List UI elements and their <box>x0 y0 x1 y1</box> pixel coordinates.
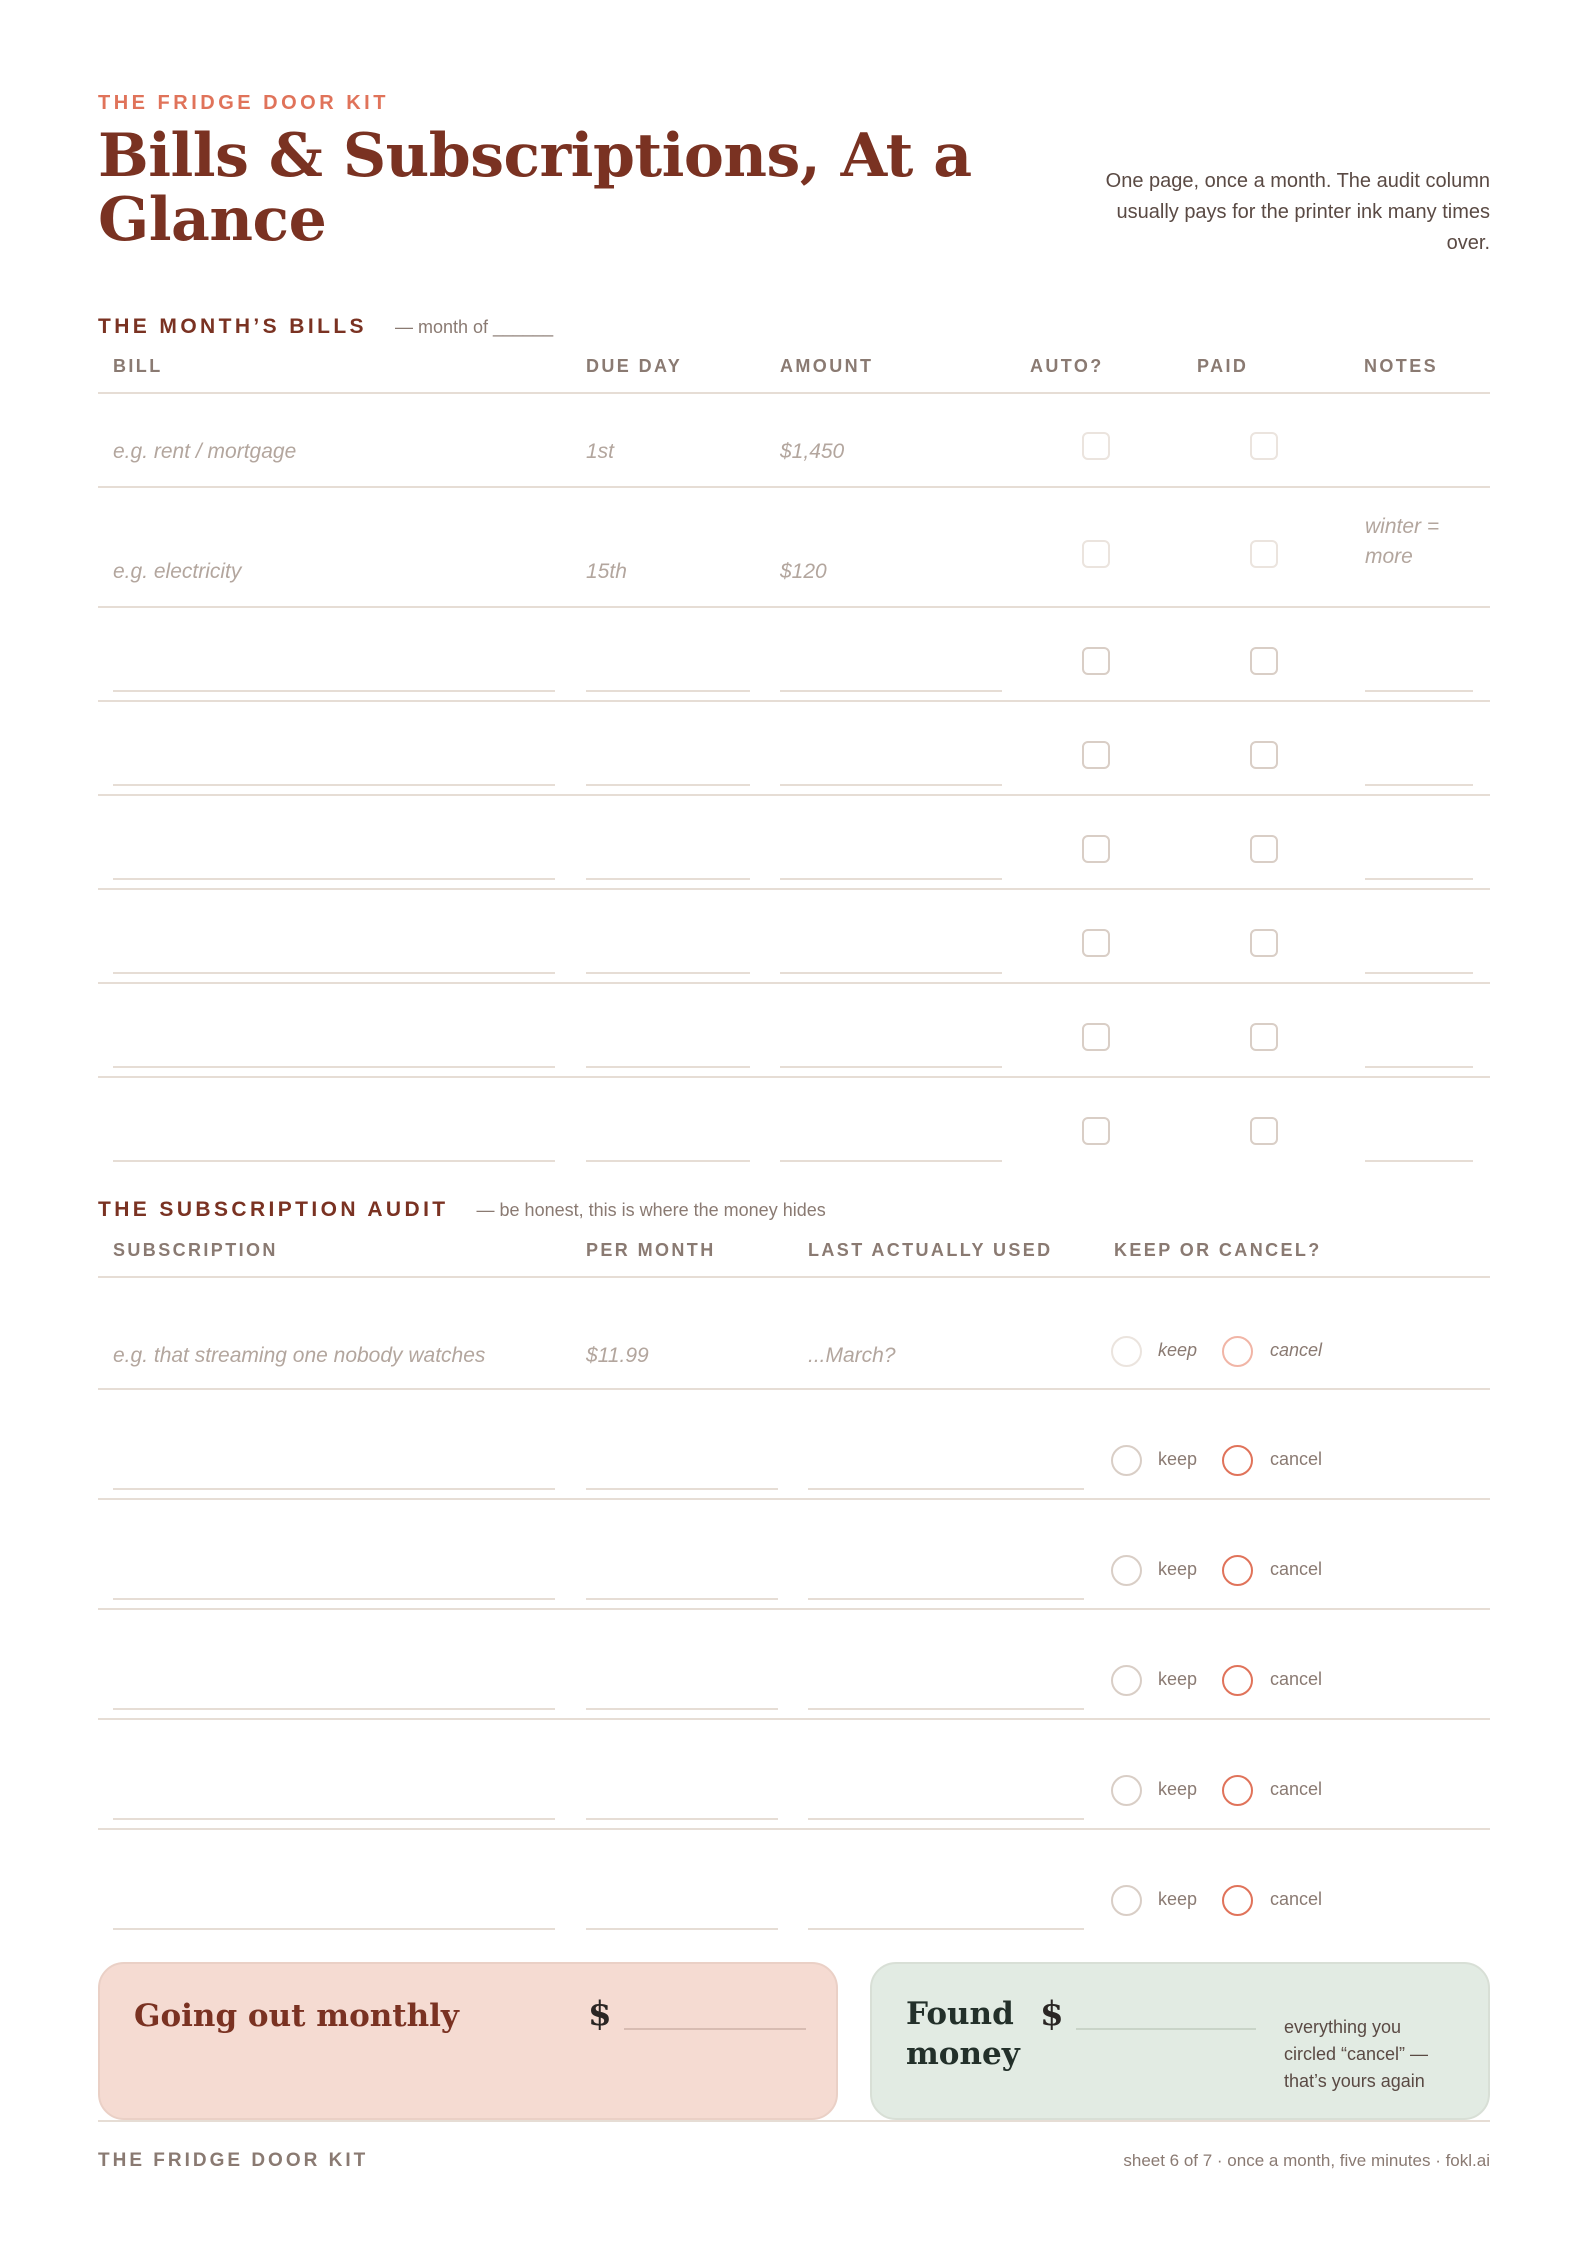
per-month-field[interactable] <box>586 1928 778 1930</box>
bill-name-field[interactable] <box>113 972 555 974</box>
cancel-option[interactable] <box>1222 1775 1253 1806</box>
bill-amount: $120 <box>780 560 827 583</box>
paid-checkbox[interactable] <box>1250 835 1278 863</box>
bill-name-field[interactable] <box>113 1160 555 1162</box>
col-bill: BILL <box>113 356 163 376</box>
subscription-section-header <box>98 1198 826 1222</box>
col-paid: PAID <box>1197 356 1249 376</box>
notes-field[interactable] <box>1365 1066 1473 1068</box>
amount-field[interactable] <box>780 972 1002 974</box>
bill-row <box>98 796 1490 890</box>
bill-name: e.g. rent / mortgage <box>113 440 297 463</box>
found-money-currency: $ <box>1040 1994 1064 2034</box>
bill-name-field[interactable] <box>113 784 555 786</box>
subscription-section-note: — be honest, this is where the money hides <box>476 1200 826 1220</box>
subscription-name-field[interactable] <box>113 1598 555 1600</box>
going-out-currency: $ <box>588 1994 612 2034</box>
subscription-table <box>98 1240 1490 1940</box>
subscription-per-month: $11.99 <box>586 1344 649 1367</box>
notes-field[interactable] <box>1365 690 1473 692</box>
notes-field[interactable] <box>1365 878 1473 880</box>
auto-checkbox[interactable] <box>1082 835 1110 863</box>
bills-section-title: THE MONTH’S BILLS <box>98 315 367 338</box>
col-notes: NOTES <box>1364 356 1439 376</box>
bill-row <box>98 890 1490 984</box>
keep-label: keep <box>1158 1559 1198 1579</box>
subscription-name-field[interactable] <box>113 1708 555 1710</box>
keep-option[interactable] <box>1111 1775 1142 1806</box>
amount-field[interactable] <box>780 690 1002 692</box>
footer-divider <box>98 2120 1490 2122</box>
subscription-row <box>98 1610 1490 1720</box>
keep-option[interactable] <box>1111 1445 1142 1476</box>
due-day-field[interactable] <box>586 690 750 692</box>
bill-due-day: 15th <box>586 560 627 583</box>
col-per-month: PER MONTH <box>586 1240 716 1260</box>
auto-checkbox[interactable] <box>1082 647 1110 675</box>
per-month-field[interactable] <box>586 1488 778 1490</box>
going-out-card <box>98 1962 838 2120</box>
bill-notes: winter = more <box>1365 515 1440 568</box>
bills-month-note: — month of ______ <box>394 317 554 337</box>
footer-sheet-info: sheet 6 of 7 · once a month, five minutes · fokl.ai <box>1123 2151 1490 2170</box>
subscription-last-used: ...March? <box>808 1344 896 1367</box>
paid-checkbox[interactable] <box>1250 647 1278 675</box>
bill-name: e.g. electricity <box>113 560 242 583</box>
auto-checkbox[interactable] <box>1082 432 1110 460</box>
bill-amount: $1,450 <box>780 440 845 463</box>
auto-checkbox[interactable] <box>1082 929 1110 957</box>
intro-text: One page, once a month. The audit column usually pays for the printer ink many times over. <box>1105 170 1490 254</box>
bill-row <box>98 608 1490 702</box>
notes-field[interactable] <box>1365 972 1473 974</box>
cancel-option[interactable] <box>1222 1885 1253 1916</box>
col-due-day: DUE DAY <box>586 356 683 376</box>
last-used-field[interactable] <box>808 1928 1084 1930</box>
keep-label: keep <box>1158 1889 1198 1909</box>
last-used-field[interactable] <box>808 1708 1084 1710</box>
cancel-option[interactable] <box>1222 1445 1253 1476</box>
bills-table <box>98 356 1490 1172</box>
cancel-label: cancel <box>1270 1779 1323 1799</box>
bill-row <box>98 984 1490 1078</box>
found-money-note: everything you circled “cancel” — that’s yours again <box>1284 2017 1429 2091</box>
last-used-field[interactable] <box>808 1818 1084 1820</box>
bill-name-field[interactable] <box>113 690 555 692</box>
auto-checkbox[interactable] <box>1082 540 1110 568</box>
paid-checkbox[interactable] <box>1250 741 1278 769</box>
auto-checkbox[interactable] <box>1082 1117 1110 1145</box>
per-month-field[interactable] <box>586 1818 778 1820</box>
cancel-label: cancel <box>1270 1669 1323 1689</box>
cancel-label: cancel <box>1270 1559 1323 1579</box>
per-month-field[interactable] <box>586 1708 778 1710</box>
bill-row-example <box>98 488 1490 608</box>
page-title: Bills & Subscriptions, At a Glance <box>98 121 972 255</box>
bills-section-header <box>98 315 553 339</box>
subscription-name-field[interactable] <box>113 1488 555 1490</box>
col-auto: AUTO? <box>1030 356 1104 376</box>
found-money-total-field[interactable] <box>1076 2028 1256 2030</box>
subscription-row-example <box>98 1278 1490 1390</box>
last-used-field[interactable] <box>808 1598 1084 1600</box>
paid-checkbox[interactable] <box>1250 929 1278 957</box>
due-day-field[interactable] <box>586 972 750 974</box>
amount-field[interactable] <box>780 1066 1002 1068</box>
subscription-row <box>98 1830 1490 1940</box>
col-last-used: LAST ACTUALLY USED <box>808 1240 1053 1260</box>
paid-checkbox[interactable] <box>1250 1117 1278 1145</box>
cancel-label: cancel <box>1270 1889 1323 1909</box>
amount-field[interactable] <box>780 784 1002 786</box>
worksheet-page <box>98 0 1490 2246</box>
subscription-section-title: THE SUBSCRIPTION AUDIT <box>98 1198 449 1221</box>
col-amount: AMOUNT <box>780 356 874 376</box>
due-day-field[interactable] <box>586 1066 750 1068</box>
cancel-label: cancel <box>1270 1340 1323 1360</box>
col-keep-or-cancel: KEEP OR CANCEL? <box>1114 1240 1322 1260</box>
auto-checkbox[interactable] <box>1082 1023 1110 1051</box>
due-day-field[interactable] <box>586 784 750 786</box>
last-used-field[interactable] <box>808 1488 1084 1490</box>
going-out-total-field[interactable] <box>624 2028 806 2030</box>
per-month-field[interactable] <box>586 1598 778 1600</box>
keep-option[interactable] <box>1111 1665 1142 1696</box>
bill-row <box>98 702 1490 796</box>
cancel-option[interactable] <box>1222 1665 1253 1696</box>
notes-field[interactable] <box>1365 784 1473 786</box>
subscription-name: e.g. that streaming one nobody watches <box>113 1344 486 1367</box>
cancel-option[interactable] <box>1222 1555 1253 1586</box>
keep-label: keep <box>1158 1340 1198 1360</box>
found-money-label: Found money <box>906 1996 1020 2072</box>
keep-option[interactable] <box>1111 1336 1142 1367</box>
paid-checkbox[interactable] <box>1250 432 1278 460</box>
notes-field[interactable] <box>1365 1160 1473 1162</box>
amount-field[interactable] <box>780 1160 1002 1162</box>
subscription-row <box>98 1390 1490 1500</box>
amount-field[interactable] <box>780 878 1002 880</box>
paid-checkbox[interactable] <box>1250 540 1278 568</box>
going-out-label: Going out monthly <box>134 1998 459 2034</box>
keep-option[interactable] <box>1111 1555 1142 1586</box>
auto-checkbox[interactable] <box>1082 741 1110 769</box>
keep-label: keep <box>1158 1669 1198 1689</box>
bills-table-header <box>98 356 1490 394</box>
bill-due-day: 1st <box>586 440 615 463</box>
keep-label: keep <box>1158 1449 1198 1469</box>
keep-label: keep <box>1158 1779 1198 1799</box>
paid-checkbox[interactable] <box>1250 1023 1278 1051</box>
keep-option[interactable] <box>1111 1885 1142 1916</box>
subscription-row <box>98 1500 1490 1610</box>
bill-row-example <box>98 394 1490 488</box>
due-day-field[interactable] <box>586 1160 750 1162</box>
kit-kicker: THE FRIDGE DOOR KIT <box>98 92 389 114</box>
cancel-option[interactable] <box>1222 1336 1253 1367</box>
cancel-label: cancel <box>1270 1449 1323 1469</box>
bill-name-field[interactable] <box>113 878 555 880</box>
bill-name-field[interactable] <box>113 1066 555 1068</box>
footer-kit-name: THE FRIDGE DOOR KIT <box>98 2150 369 2171</box>
subscription-name-field[interactable] <box>113 1928 555 1930</box>
due-day-field[interactable] <box>586 878 750 880</box>
col-subscription: SUBSCRIPTION <box>113 1240 278 1260</box>
subscription-row <box>98 1720 1490 1830</box>
subscription-table-header <box>98 1240 1490 1278</box>
bill-row <box>98 1078 1490 1172</box>
subscription-name-field[interactable] <box>113 1818 555 1820</box>
found-money-card <box>870 1962 1490 2120</box>
